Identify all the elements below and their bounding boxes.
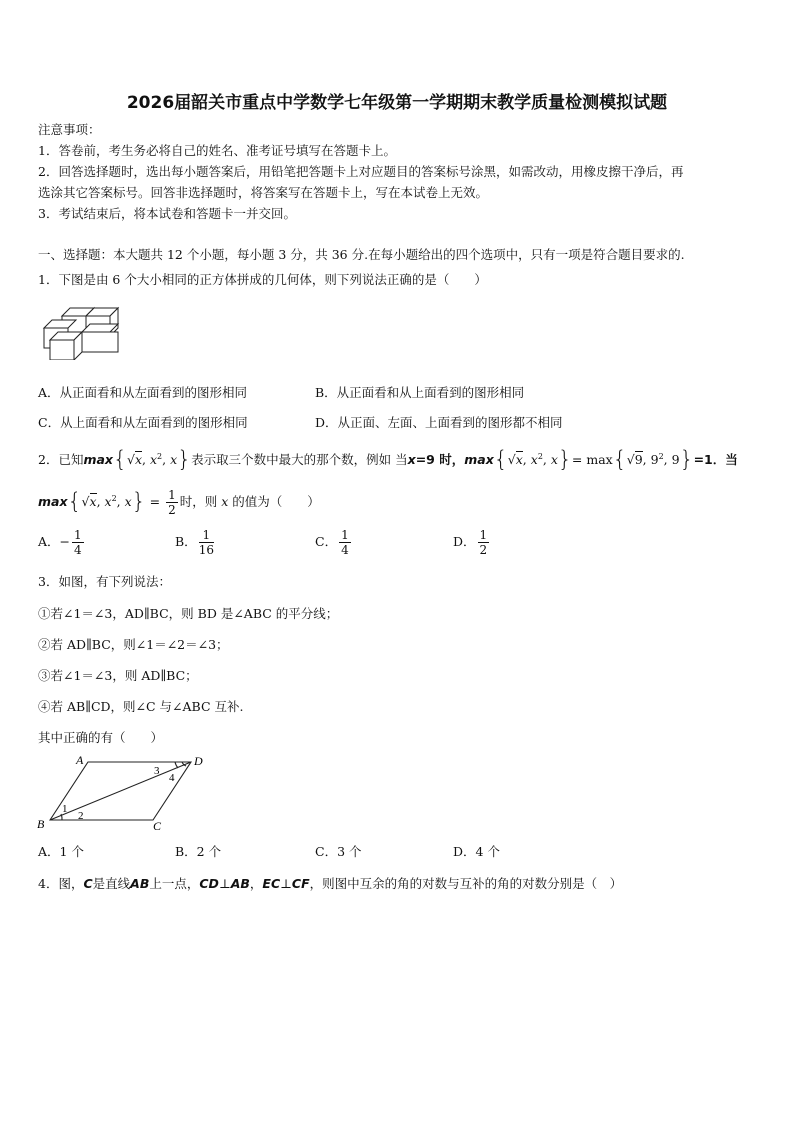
x-squared: x [149, 452, 158, 468]
nine: 9 [671, 452, 680, 468]
q2-text: 表示取三个数中最大的那个数，例如 当 [191, 452, 408, 468]
q2-text: =1．当 [693, 452, 738, 468]
section-heading: 一、选择题：本大题共 12 个小题，每小题 3 分，共 36 分.在每小题给出的四个选项中，只有一项是符合题目要求的. [38, 247, 685, 262]
label-b: B [37, 817, 45, 831]
q2-text: = max [571, 452, 613, 468]
notice-item-3: 3．考试结束后，将本试卷和答题卡一并交回。 [38, 206, 296, 221]
x-term: x [221, 494, 229, 509]
q3-stem: 3．如图，有下列说法： [38, 574, 171, 589]
q3-option-c: C．3 个 [315, 844, 362, 859]
q2-text: 2．已知 [38, 452, 84, 468]
q1-option-a: A．从正面看和从左面看到的图形相同 [38, 385, 248, 400]
fraction-half: $\frac{1}{2}$ [168, 488, 176, 517]
angle-2-label: 2 [78, 810, 84, 822]
q1-option-b: B．从正面看和从上面看到的图形相同 [315, 385, 525, 400]
q3-option-a: A．1 个 [38, 844, 84, 859]
x-squared: x [530, 452, 538, 468]
q2-line-1: 2．已知max{√x, $x^2$, x}表示取三个数中最大的那个数，例如 当x=9 时，max{√x, $x^2$, x}= max{√9, $9^2$, 9}=1．当 [38, 447, 738, 473]
notice-item-1: 1．答卷前，考生务必将自己的姓名、准考证号填写在答题卡上。 [38, 143, 396, 158]
x-term: x [407, 452, 416, 468]
q3-option-d: D．4 个 [453, 844, 500, 859]
label-d: D [194, 754, 203, 768]
label-c: C [153, 819, 162, 833]
sqrt-x: x [89, 494, 97, 509]
q1-option-d: D．从正面、左面、上面看到的图形都不相同 [315, 415, 563, 430]
q2-option-d: D． $\frac{1}{2}$ [453, 528, 488, 557]
x-term: x [124, 494, 132, 509]
q3-statement-2: ②若 AD∥BC，则∠1＝∠2＝∠3； [38, 637, 229, 652]
q3-parallelogram-figure [36, 750, 206, 834]
nine: 9 [634, 452, 643, 468]
sqrt-x: x [134, 452, 143, 468]
max-symbol: max [83, 452, 113, 468]
nine: 9 [650, 452, 659, 468]
angle-4-label: 4 [169, 772, 175, 784]
q2-text: 时，则 [179, 494, 218, 509]
q3-statement-1: ①若∠1＝∠3，AD∥BC，则 BD 是∠ABC 的平分线； [38, 606, 339, 621]
q2-text: 的值为（ ） [232, 494, 320, 509]
notice-item-2: 2．回答选择题时，选出每小题答案后，用铅笔把答题卡上对应题目的答案标号涂黑，如需改动，用橡皮擦干净后，再 [38, 164, 684, 179]
q2-text: =9 时， [415, 452, 465, 468]
sqrt-x: x [515, 452, 523, 468]
q4-stem: 4．图，C是直线AB上一点，CD⊥AB，EC⊥CF，则图中互余的角的对数与互补的角的对数分别是（ ） [38, 876, 623, 891]
q3-statement-4: ④若 AB∥CD，则∠C 与∠ABC 互补. [38, 699, 244, 714]
page-title: 2026届韶关市重点中学数学七年级第一学期期末教学质量检测模拟试题 [126, 93, 668, 113]
x-squared: x [104, 494, 112, 509]
notice-heading: 注意事项： [38, 122, 101, 137]
q3-statement-3: ③若∠1＝∠3，则 AD∥BC； [38, 668, 198, 683]
angle-1-label: 1 [62, 803, 68, 815]
q3-ask: 其中正确的有（ ） [38, 730, 164, 745]
q1-stem: 1．下图是由 6 个大小相同的正方体拼成的几何体，则下列说法正确的是（ ） [38, 272, 487, 287]
x-term: x [170, 452, 178, 468]
q2-line-2: max{√x, $x^2$, x} = $\frac{1}{2}$ 时，则 x 的值为（ ） [38, 488, 320, 517]
notice-item-2-cont: 选涂其它答案标号。回答非选择题时，将答案写在答题卡上，写在本试卷上无效。 [38, 185, 489, 200]
q2-option-c: C． $\frac{1}{4}$ [315, 528, 349, 557]
x-term: x [550, 452, 558, 468]
q1-option-c: C．从上面看和从左面看到的图形相同 [38, 415, 248, 430]
label-a: A [76, 753, 84, 767]
q1-cube-figure [40, 298, 124, 360]
q2-option-a: A．− $\frac{1}{4}$ [38, 528, 82, 557]
q3-option-b: B．2 个 [175, 844, 222, 859]
max-symbol: max [38, 494, 68, 509]
angle-3-label: 3 [154, 765, 160, 777]
q2-option-b: B． $\frac{1}{16}$ [175, 528, 214, 557]
max-symbol: max [464, 452, 494, 468]
